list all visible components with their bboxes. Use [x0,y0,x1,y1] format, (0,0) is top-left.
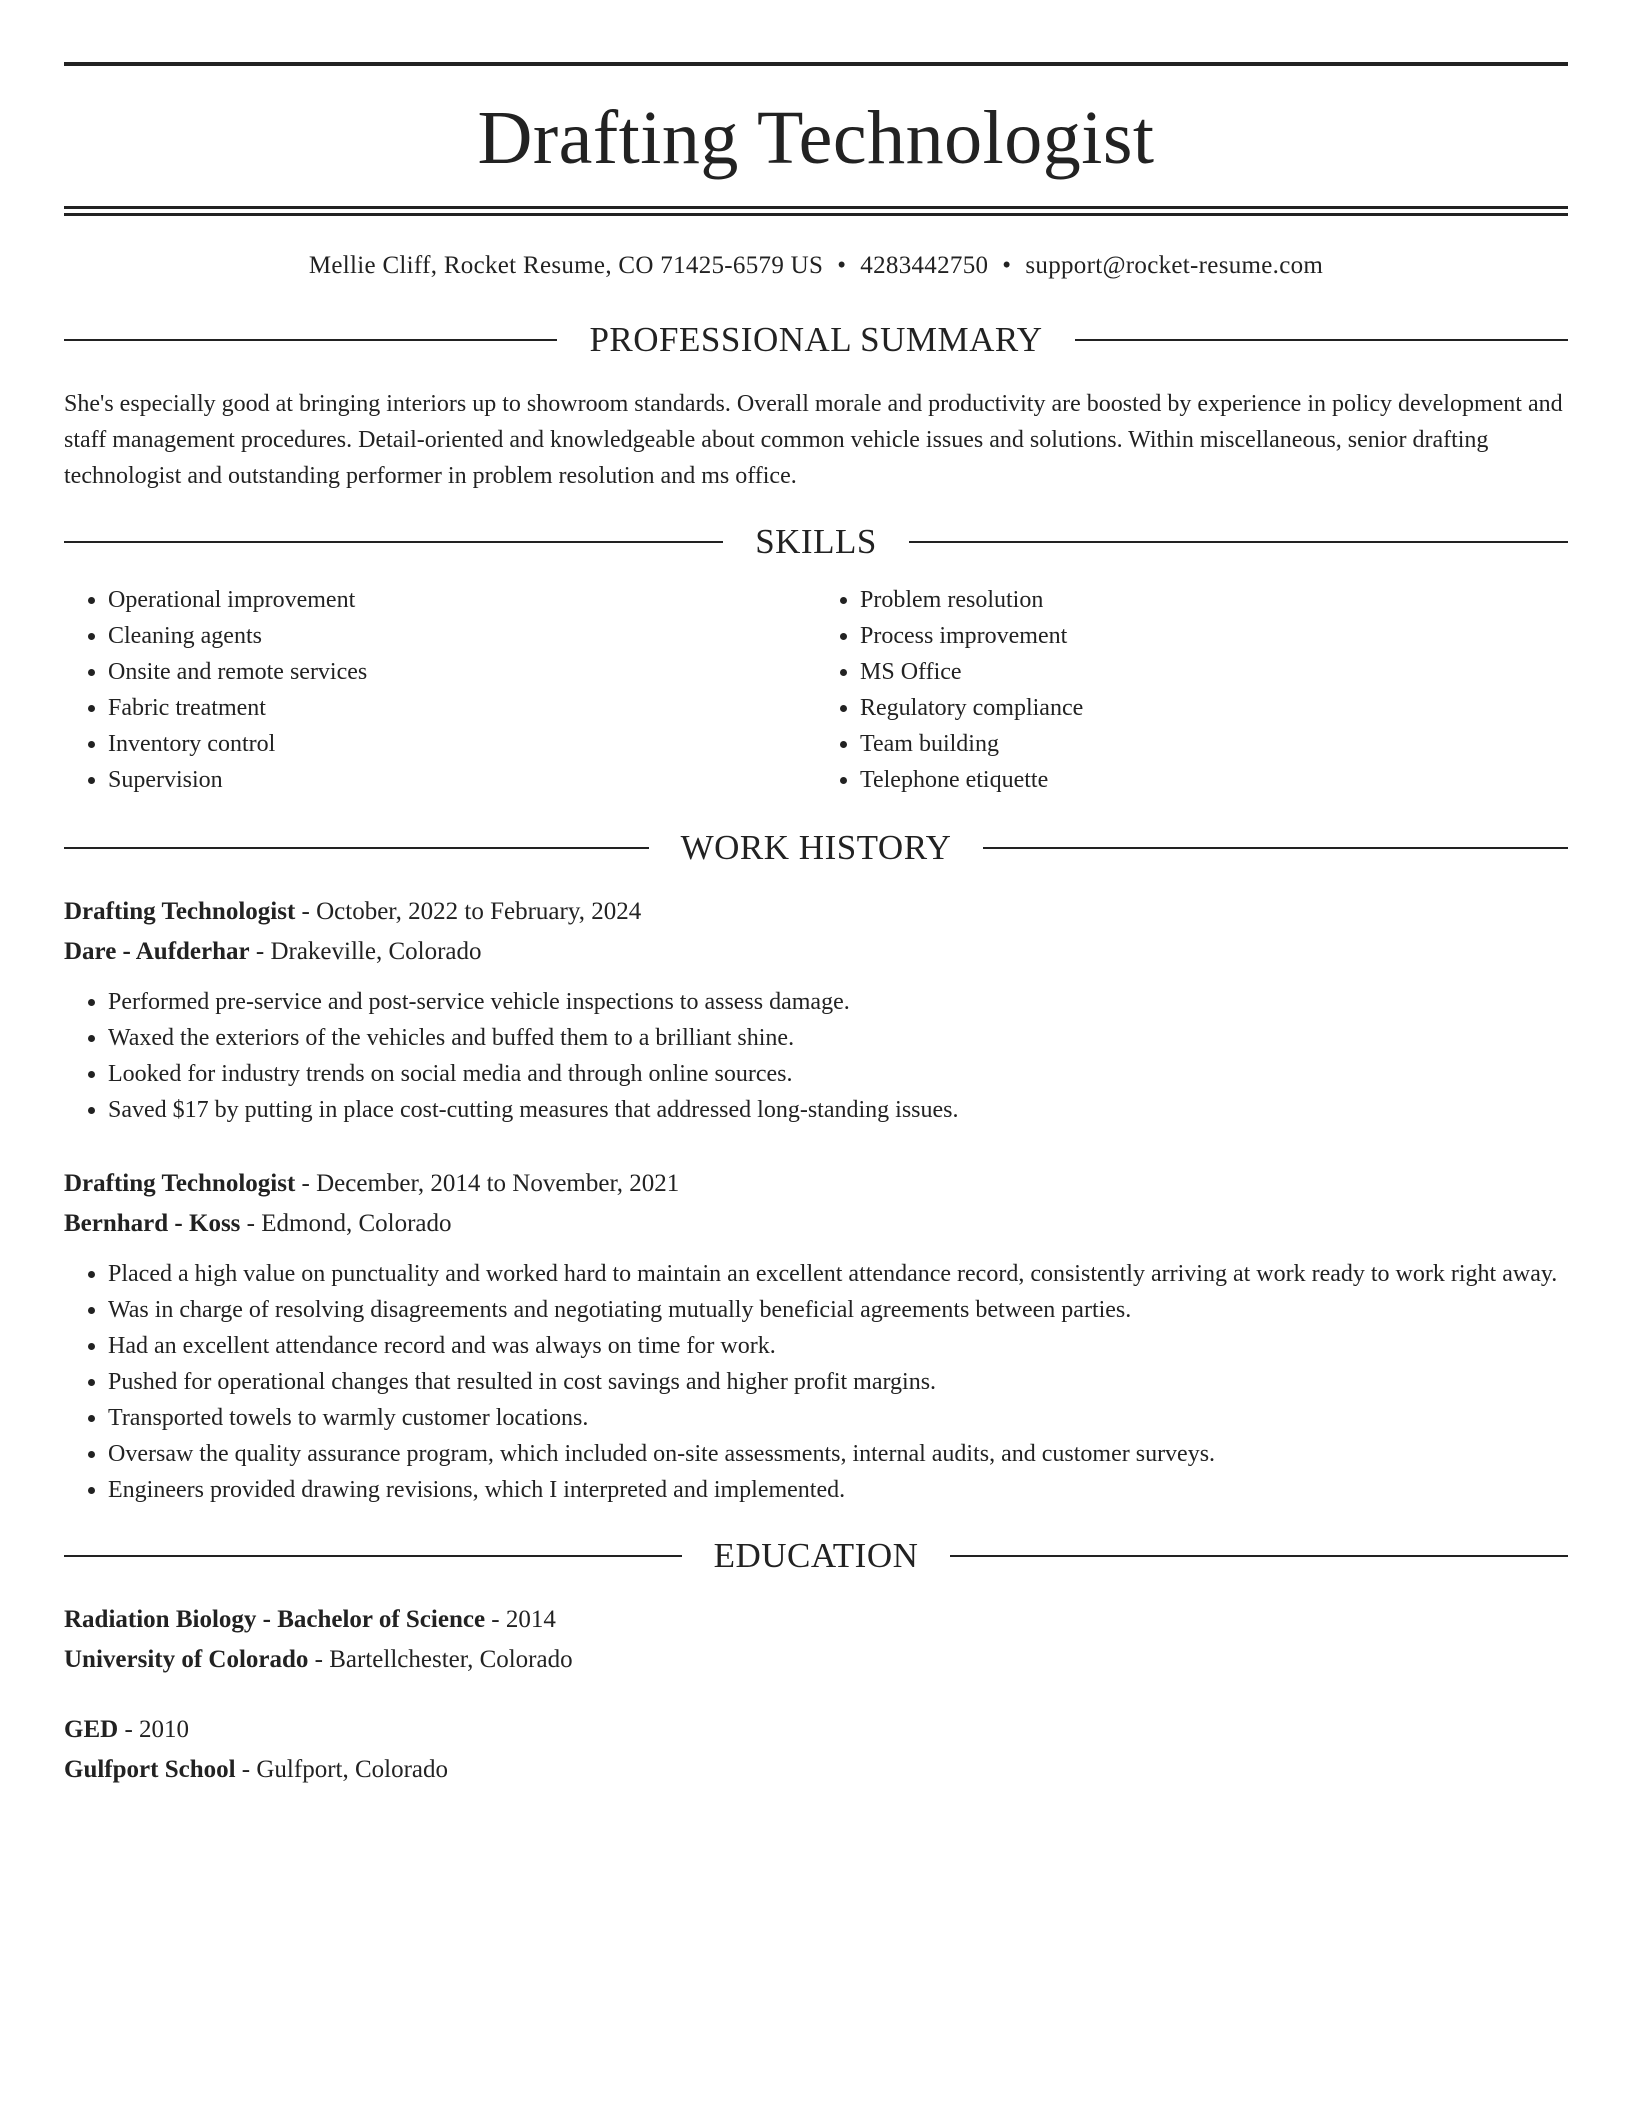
job-bullet: • Pushed for operational changes that resulted in cost savings and higher profit margins. [108,1364,1568,1400]
skill-item: • MS Office [860,654,1568,690]
job-bullet: • Oversaw the quality assurance program, which included on-site assessments, internal audits, and customer surveys. [108,1436,1568,1472]
skill-item: • Fabric treatment [108,690,816,726]
heading-rule-right [950,1555,1568,1557]
summary-heading [64,320,1568,360]
job-bullet: • Waxed the exteriors of the vehicles and buffed them to a brilliant shine. [108,1020,1568,1056]
job-company-line [64,932,1568,972]
job-bullet: • Placed a high value on punctuality and worked hard to maintain an excellent attendance record, consistently arriving at work ready to work right away. [108,1256,1568,1292]
education-school: University of Colorado [64,1646,309,1673]
work-heading [64,828,1568,868]
education-degree-line [64,1710,1568,1750]
skill-item: • Team building [860,726,1568,762]
skill-item: • Inventory control [108,726,816,762]
contact-separator: • [1002,252,1012,279]
education-location: - Bartellchester, Colorado [308,1646,573,1673]
job-location: - Edmond, Colorado [240,1210,452,1237]
heading-rule-right [983,847,1568,849]
contact-email[interactable]: support@rocket-resume.com [1025,252,1324,279]
skills-column-left [64,582,816,798]
job-company: Bernhard - Koss [64,1210,241,1237]
education-school-line [64,1750,1568,1790]
education-entry [64,1710,1568,1790]
skill-item: • Cleaning agents [108,618,816,654]
heading-rule-left [64,339,557,341]
contact-line [64,252,1568,280]
education-entry [64,1600,1568,1680]
education-degree-line [64,1600,1568,1640]
skill-item: • Problem resolution [860,582,1568,618]
job-title: Drafting Technologist [64,1170,296,1197]
education-heading [64,1536,1568,1576]
job-bullet: • Looked for industry trends on social media and through online sources. [108,1056,1568,1092]
contact-separator: • [837,252,847,279]
education-degree: GED [64,1716,119,1743]
job-bullet: • Saved $17 by putting in place cost-cutting measures that addressed long-standing issues. [108,1092,1568,1128]
job-title-line [64,892,1568,932]
job-title-line [64,1164,1568,1204]
contact-address: Mellie Cliff, Rocket Resume, CO 71425-6579 US [308,252,824,279]
summary-text: She's especially good at bringing interiors up to showroom standards. Overall morale and productivity are boosted by experience in policy development and staff management procedures. Detail-oriented and knowledgeable about common vehicle issues and solutions. Within miscellaneous, senior drafting technologist and outstanding performer in problem resolution and ms office. [64,391,1563,489]
heading-rule-right [909,541,1568,543]
resume-title: Drafting Technologist [477,96,1155,180]
skill-item: • Regulatory compliance [860,690,1568,726]
heading-rule-right [1075,339,1568,341]
skill-item: • Process improvement [860,618,1568,654]
summary-heading-label: PROFESSIONAL SUMMARY [589,320,1043,359]
education-location: - Gulfport, Colorado [235,1756,449,1783]
skill-item: • Operational improvement [108,582,816,618]
skill-item: • Onsite and remote services [108,654,816,690]
job-location: - Drakeville, Colorado [249,938,482,965]
job-bullet: • Had an excellent attendance record and was always on time for work. [108,1328,1568,1364]
education-degree: Radiation Biology - Bachelor of Science [64,1606,486,1633]
education-year: - 2014 [485,1606,556,1633]
skill-item: • Supervision [108,762,816,798]
skills-column-right [816,582,1568,798]
top-rule [64,62,1568,66]
job-bullets [64,1256,1568,1508]
job-bullet: • Was in charge of resolving disagreements and negotiating mutually beneficial agreements between parties. [108,1292,1568,1328]
skill-item: • Telephone etiquette [860,762,1568,798]
education-heading-label: EDUCATION [713,1536,919,1575]
job-bullet: • Performed pre-service and post-service vehicle inspections to assess damage. [108,984,1568,1020]
heading-rule-left [64,847,649,849]
education-year: - 2010 [118,1716,190,1743]
job-bullet: • Transported towels to warmly customer locations. [108,1400,1568,1436]
education-school: Gulfport School [64,1756,236,1783]
title-double-rule [64,206,1568,216]
skills-list [64,582,1568,798]
job-dates: - October, 2022 to February, 2024 [295,898,642,925]
education-school-line [64,1640,1568,1680]
job-bullet: • Engineers provided drawing revisions, which I interpreted and implemented. [108,1472,1568,1508]
heading-rule-left [64,541,723,543]
contact-phone[interactable]: 4283442750 [860,252,989,279]
work-heading-label: WORK HISTORY [680,828,952,867]
heading-rule-left [64,1555,682,1557]
job-entry [64,892,1568,1128]
skills-heading-label: SKILLS [755,522,877,561]
job-bullets [64,984,1568,1128]
job-title: Drafting Technologist [64,898,296,925]
skills-heading [64,522,1568,562]
job-company-line [64,1204,1568,1244]
job-company: Dare - Aufderhar [64,938,250,965]
job-dates: - December, 2014 to November, 2021 [295,1170,680,1197]
job-entry [64,1164,1568,1508]
